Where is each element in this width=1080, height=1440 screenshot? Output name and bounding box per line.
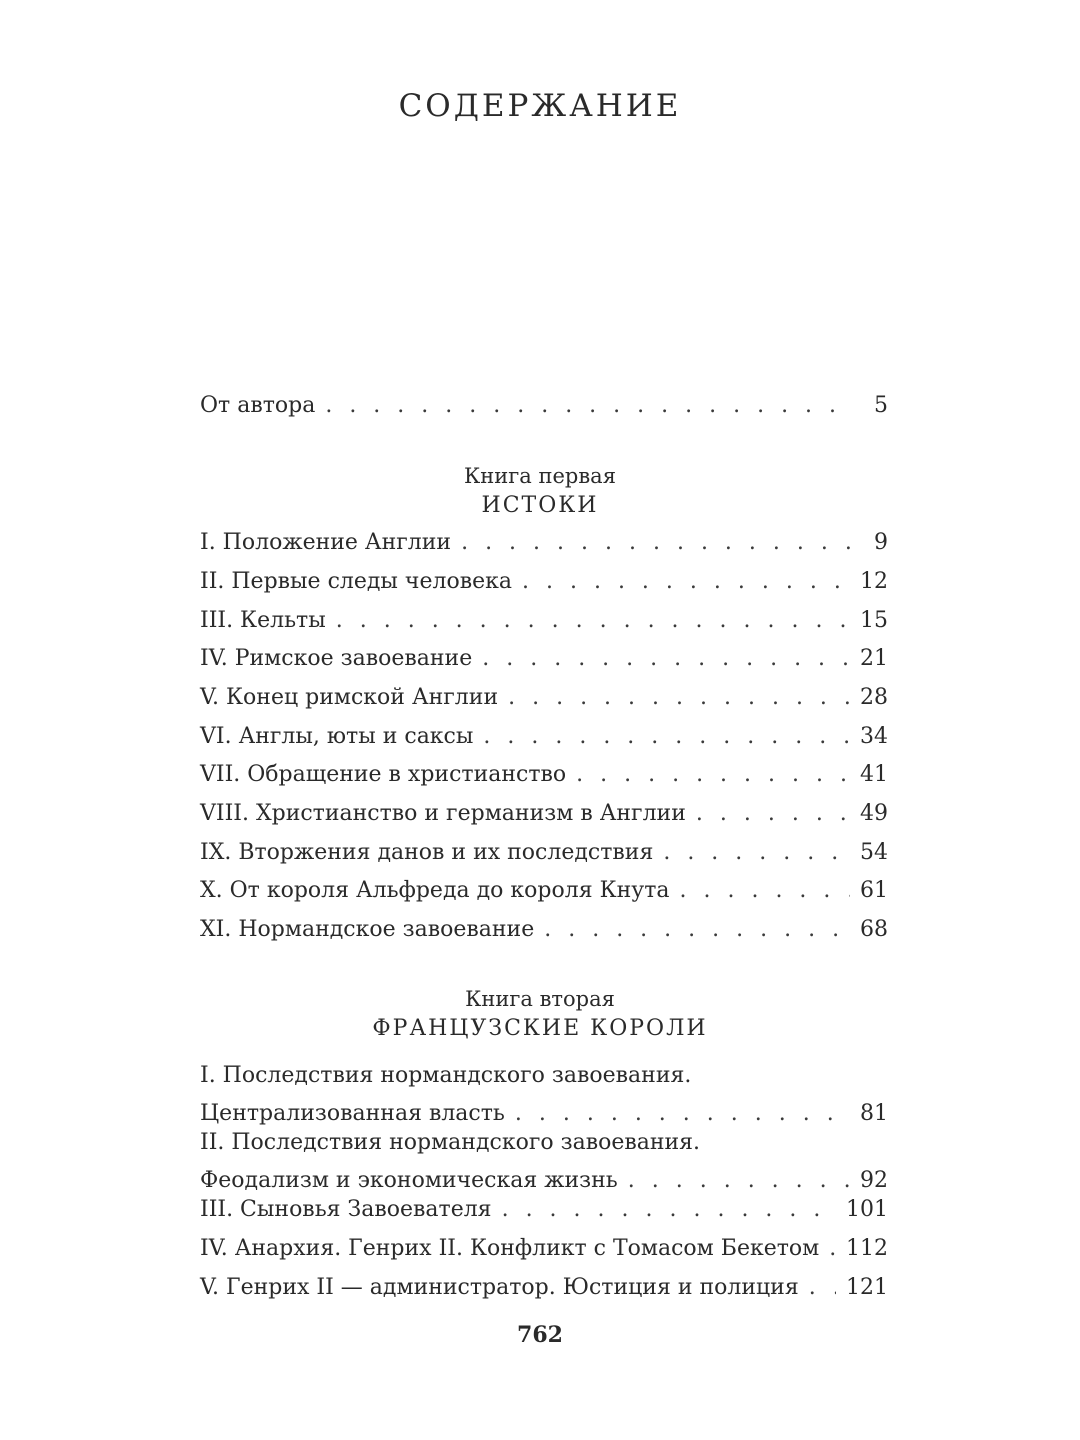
toc-entry[interactable] <box>200 835 888 871</box>
toc-entry[interactable] <box>200 1192 888 1228</box>
dot-leader <box>482 641 850 677</box>
toc-entry-page: 28 <box>860 685 888 710</box>
toc-entry[interactable] <box>200 757 888 793</box>
toc-entry[interactable] <box>200 1125 888 1199</box>
toc-entry-page: 15 <box>860 608 888 633</box>
dot-leader <box>576 757 850 793</box>
toc-entry-label: IV. Анархия. Генрих II. Конфликт с Томасом Бекетом <box>200 1236 820 1261</box>
toc-entry-label: VIII. Христианство и германизм в Англии <box>200 801 686 826</box>
toc-entry-label-line1: I. Последствия нормандского завоевания. <box>200 1063 692 1088</box>
toc-entry[interactable] <box>200 564 888 600</box>
book-title: ИСТОКИ <box>481 493 599 518</box>
toc-entry-label: V. Генрих II — администратор. Юстиция и полиция <box>200 1275 799 1300</box>
toc-entry-label: IV. Римское завоевание <box>200 646 473 671</box>
dot-leader <box>336 603 850 639</box>
toc-entry-page: 112 <box>846 1236 888 1261</box>
dot-leader <box>663 835 850 871</box>
dot-leader <box>680 873 851 909</box>
dot-leader <box>325 388 852 424</box>
toc-entry[interactable] <box>200 641 888 677</box>
page-number: 762 <box>517 1322 563 1348</box>
dot-leader <box>809 1270 836 1306</box>
toc-entry-page: 54 <box>860 840 888 865</box>
toc-entry-page: 34 <box>860 724 888 749</box>
toc-entry-label: От автора <box>200 393 316 418</box>
toc-entry[interactable] <box>200 1231 888 1267</box>
toc-entry[interactable] <box>200 1058 888 1132</box>
book-number: Книга вторая <box>465 987 615 1011</box>
book-number: Книга первая <box>464 464 616 488</box>
toc-entry-page: 21 <box>860 646 888 671</box>
toc-entry-page: 121 <box>846 1275 888 1300</box>
toc-entry[interactable] <box>200 525 888 561</box>
toc-entry-page: 41 <box>860 762 888 787</box>
toc-entry-foreword[interactable] <box>200 388 888 424</box>
toc-entry-label-line1: II. Последствия нормандского завоевания. <box>200 1130 701 1155</box>
toc-entry-page: 68 <box>860 917 888 942</box>
toc-entry-label: I. Положение Англии <box>200 530 452 555</box>
book-title: ФРАНЦУЗСКИЕ КОРОЛИ <box>372 1016 708 1041</box>
toc-entry-label: III. Сыновья Завоевателя <box>200 1197 492 1222</box>
toc-entry-label: II. Первые следы человека <box>200 569 512 594</box>
book-heading-2 <box>0 984 1080 1044</box>
toc-entry[interactable] <box>200 796 888 832</box>
page-title: СОДЕРЖАНИЕ <box>398 88 682 124</box>
dot-leader <box>522 564 850 600</box>
toc-entry-label: III. Кельты <box>200 608 326 633</box>
toc-entry[interactable] <box>200 1270 888 1306</box>
toc-entry[interactable] <box>200 680 888 716</box>
toc-entry[interactable] <box>200 873 888 909</box>
toc-entry-label: IX. Вторжения данов и их последствия <box>200 840 654 865</box>
toc-entry[interactable] <box>200 912 888 948</box>
toc-entry-page: 101 <box>846 1197 888 1222</box>
dot-leader <box>829 1231 836 1267</box>
toc-entry-label: XI. Нормандское завоевание <box>200 917 535 942</box>
toc-entry-page: 81 <box>860 1101 888 1126</box>
toc-entry-label: V. Конец римской Англии <box>200 685 499 710</box>
toc-entry[interactable] <box>200 603 888 639</box>
dot-leader <box>544 912 850 948</box>
toc-entry[interactable] <box>200 719 888 755</box>
toc-entry-label: VI. Англы, юты и саксы <box>200 724 474 749</box>
toc-entry-label: Централизованная власть <box>200 1101 505 1126</box>
dot-leader <box>508 680 850 716</box>
dot-leader <box>502 1192 836 1228</box>
toc-entry-page: 9 <box>874 530 888 555</box>
book-heading-1 <box>0 461 1080 521</box>
dot-leader <box>461 525 852 561</box>
dot-leader <box>483 719 850 755</box>
dot-leader <box>696 796 850 832</box>
toc-entry-page: 5 <box>874 393 888 418</box>
toc-entry-label: VII. Обращение в христианство <box>200 762 567 787</box>
toc-entry-page: 92 <box>860 1168 888 1193</box>
toc-entry-label: X. От короля Альфреда до короля Кнута <box>200 878 670 903</box>
toc-entry-page: 49 <box>860 801 888 826</box>
toc-entry-page: 12 <box>860 569 888 594</box>
toc-entry-label: Феодализм и экономическая жизнь <box>200 1168 618 1193</box>
toc-entry-page: 61 <box>860 878 888 903</box>
